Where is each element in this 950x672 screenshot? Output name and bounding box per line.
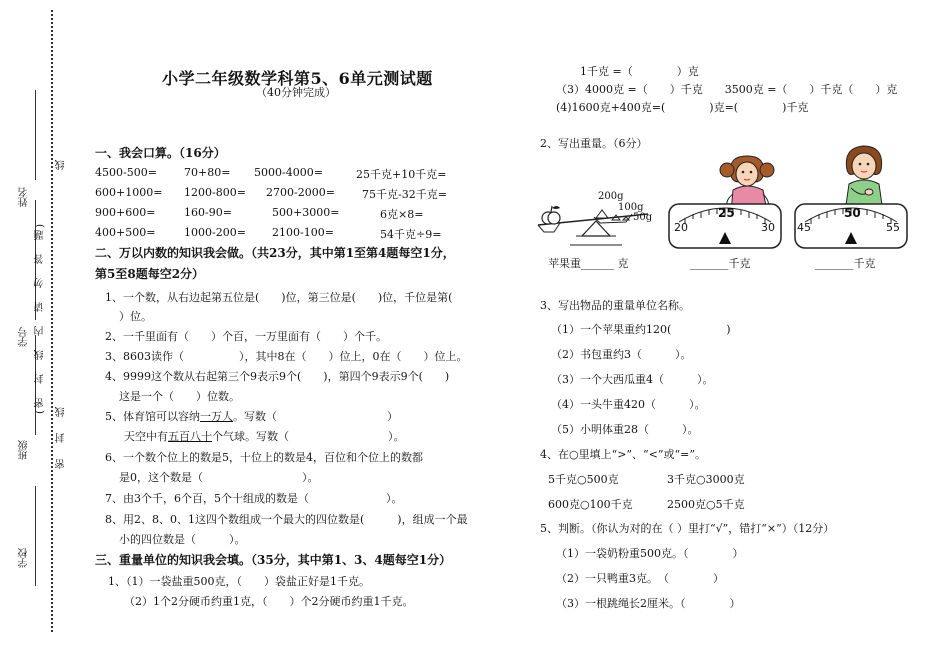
list-item: （4）一头牛重420（ ）。 xyxy=(551,398,706,411)
section2-heading-line2: 第5至8题每空2分） xyxy=(95,267,205,281)
q2-heading: 2、写出重量。（6分） xyxy=(540,137,648,150)
calc-item: 900+600= xyxy=(95,206,156,219)
list-item: （1）一袋奶粉重500克。（ ） xyxy=(556,547,744,560)
question-2-3: 3、8603读作（ ），其中8在（ ）位上，0在（ ）位上。 xyxy=(105,350,468,363)
question-2-8a: 8、用2、8、0、1这四个数组成一个最大的四位数是( )，组成一个最 xyxy=(105,513,468,526)
question-3-1e: (4)1600克+400克=( )克=( )千克 xyxy=(556,101,809,114)
scale2-left-value: 45 xyxy=(797,221,811,234)
section3-heading: 三、重量单位的知识我会填。（35分，其中第1、3、4题每空1分） xyxy=(95,553,452,567)
question-3-1b: （2）1个2分硬币约重1克，（ ）个2分硬币约重1千克。 xyxy=(124,595,414,608)
apple-icon xyxy=(542,206,560,224)
list-item: （5）小明体重28（ ）。 xyxy=(551,423,699,436)
section2-heading-line1: 二、万以内数的知识我会做。（共23分，其中第1至第4题每空1分， xyxy=(95,246,455,260)
question-2-2: 2、一千里面有（ ）个百，一万里面有（ ）个千。 xyxy=(105,330,387,343)
list-item: （2）书包重约3（ ）。 xyxy=(551,348,692,361)
q3-heading: 3、写出物品的重量单位名称。 xyxy=(540,299,690,312)
q5-heading: 5、判断。（你认为对的在（ ）里打“√”，错打“×”）（12分） xyxy=(540,522,835,535)
calc-item: 5000-4000= xyxy=(254,166,323,179)
list-item: （2）一只鸭重3克。 （ ） xyxy=(556,572,724,585)
calc-item: 1200-800= xyxy=(184,186,246,199)
list-item: （3）一个大西瓜重4（ ）。 xyxy=(551,373,714,386)
question-2-1a: 1、一个数，从右边起第五位是( )位，第三位是( )位，千位是第( xyxy=(105,291,453,304)
question-2-7: 7、由3个千，6个百，5个十组成的数是（ ）。 xyxy=(105,492,403,505)
question-2-4b: 这是一个（ ）位数。 xyxy=(119,390,240,403)
question-2-6b: 是0，这个数是（ ）。 xyxy=(119,471,319,484)
calc-item: 25千克+10千克= xyxy=(356,168,447,181)
list-item: （1）一个苹果重约120( ) xyxy=(551,323,731,336)
question-2-8b: 小的四位数是（ ）。 xyxy=(119,533,246,546)
calc-item: 4500-500= xyxy=(95,166,157,179)
q4-heading: 4、在○里填上“>”、“<”或“=”。 xyxy=(540,448,706,461)
question-3-1d: （3）4000克 =（ ）千克 3500克 =（ ）千克（ ）克 xyxy=(556,83,898,96)
question-2-5b: 天空中有五百八十个气球。写数（ ）。 xyxy=(124,430,405,443)
calc-item: 2700-2000= xyxy=(266,186,335,199)
class-label: 班级 xyxy=(19,440,30,460)
apple-weight-question: 苹果重______ 克 xyxy=(548,257,629,270)
question-3-1a: 1、（1）一袋盐重500克，（ ）袋盐正好是1千克。 xyxy=(108,575,370,588)
calc-item: 1000-200= xyxy=(184,226,246,239)
page-subtitle: （40分钟完成） xyxy=(256,86,336,99)
weight-label-50g: 50g xyxy=(633,212,653,223)
calc-item: 2100-100= xyxy=(272,226,334,239)
school-label: 学校 xyxy=(19,548,30,568)
calc-item: 75千克-32千克= xyxy=(362,188,447,201)
calc-item: 600+1000= xyxy=(95,186,163,199)
question-2-4a: 4、9999这个数从右起第三个9表示9个( )，第四个9表示9个( ) xyxy=(105,370,450,383)
weight-label-200g: 200g xyxy=(598,191,624,202)
compare-item: 2500克○5千克 xyxy=(667,498,745,511)
compare-item: 5千克○500克 xyxy=(548,473,619,486)
question-2-1b: ）位。 xyxy=(119,310,152,323)
scale2-answer: _______千克 xyxy=(815,257,876,270)
seal-notice-right: 密 封 线 xyxy=(56,404,67,469)
compare-item: 3千克○3000克 xyxy=(667,473,745,486)
name-field[interactable] xyxy=(35,90,36,180)
question-2-6a: 6、一个数个位上的数是5，十位上的数是4，百位和个位上的数都 xyxy=(105,451,423,464)
woman-icon xyxy=(845,146,883,212)
scale-2-illustration xyxy=(793,140,911,252)
calc-item: 500+3000= xyxy=(272,206,340,219)
scale1-left-value: 20 xyxy=(674,221,688,234)
weight-label-100g: 100g xyxy=(618,202,644,213)
calc-item: 400+500= xyxy=(95,226,156,239)
scale2-right-value: 55 xyxy=(886,221,900,234)
question-2-5a: 5、体育馆可以容纳一万人。写数（ ） xyxy=(105,410,398,423)
section1-heading: 一、我会口算。（16分） xyxy=(95,146,226,160)
question-3-1c: 1千克 =（ ）克 xyxy=(580,65,699,78)
page-title: 小学二年级数学科第5、6单元测试题 xyxy=(162,69,433,88)
scale2-center-value: 50 xyxy=(844,206,861,220)
scale-1-illustration xyxy=(667,152,785,252)
school-field[interactable] xyxy=(35,486,36,586)
scale1-center-value: 25 xyxy=(718,206,735,220)
seal-dotted-line xyxy=(51,10,53,632)
name-label: 姓名 xyxy=(19,187,30,207)
scale1-right-value: 30 xyxy=(761,221,775,234)
calc-item: 70+80= xyxy=(184,166,231,179)
compare-item: 600克○100千克 xyxy=(548,498,633,511)
seal-notice-left: (密 封 线 内 请 勿 答 题) xyxy=(35,222,46,414)
calc-item: 54千克÷9= xyxy=(380,228,442,241)
scale1-answer: _______千克 xyxy=(690,257,751,270)
seal-line-char: 线 xyxy=(56,160,67,170)
calc-item: 160-90= xyxy=(184,206,232,219)
calc-item: 6克×8= xyxy=(380,208,424,221)
number-label: 学号 xyxy=(19,327,30,347)
list-item: （3）一根跳绳长2厘米。（ ） xyxy=(556,597,741,610)
